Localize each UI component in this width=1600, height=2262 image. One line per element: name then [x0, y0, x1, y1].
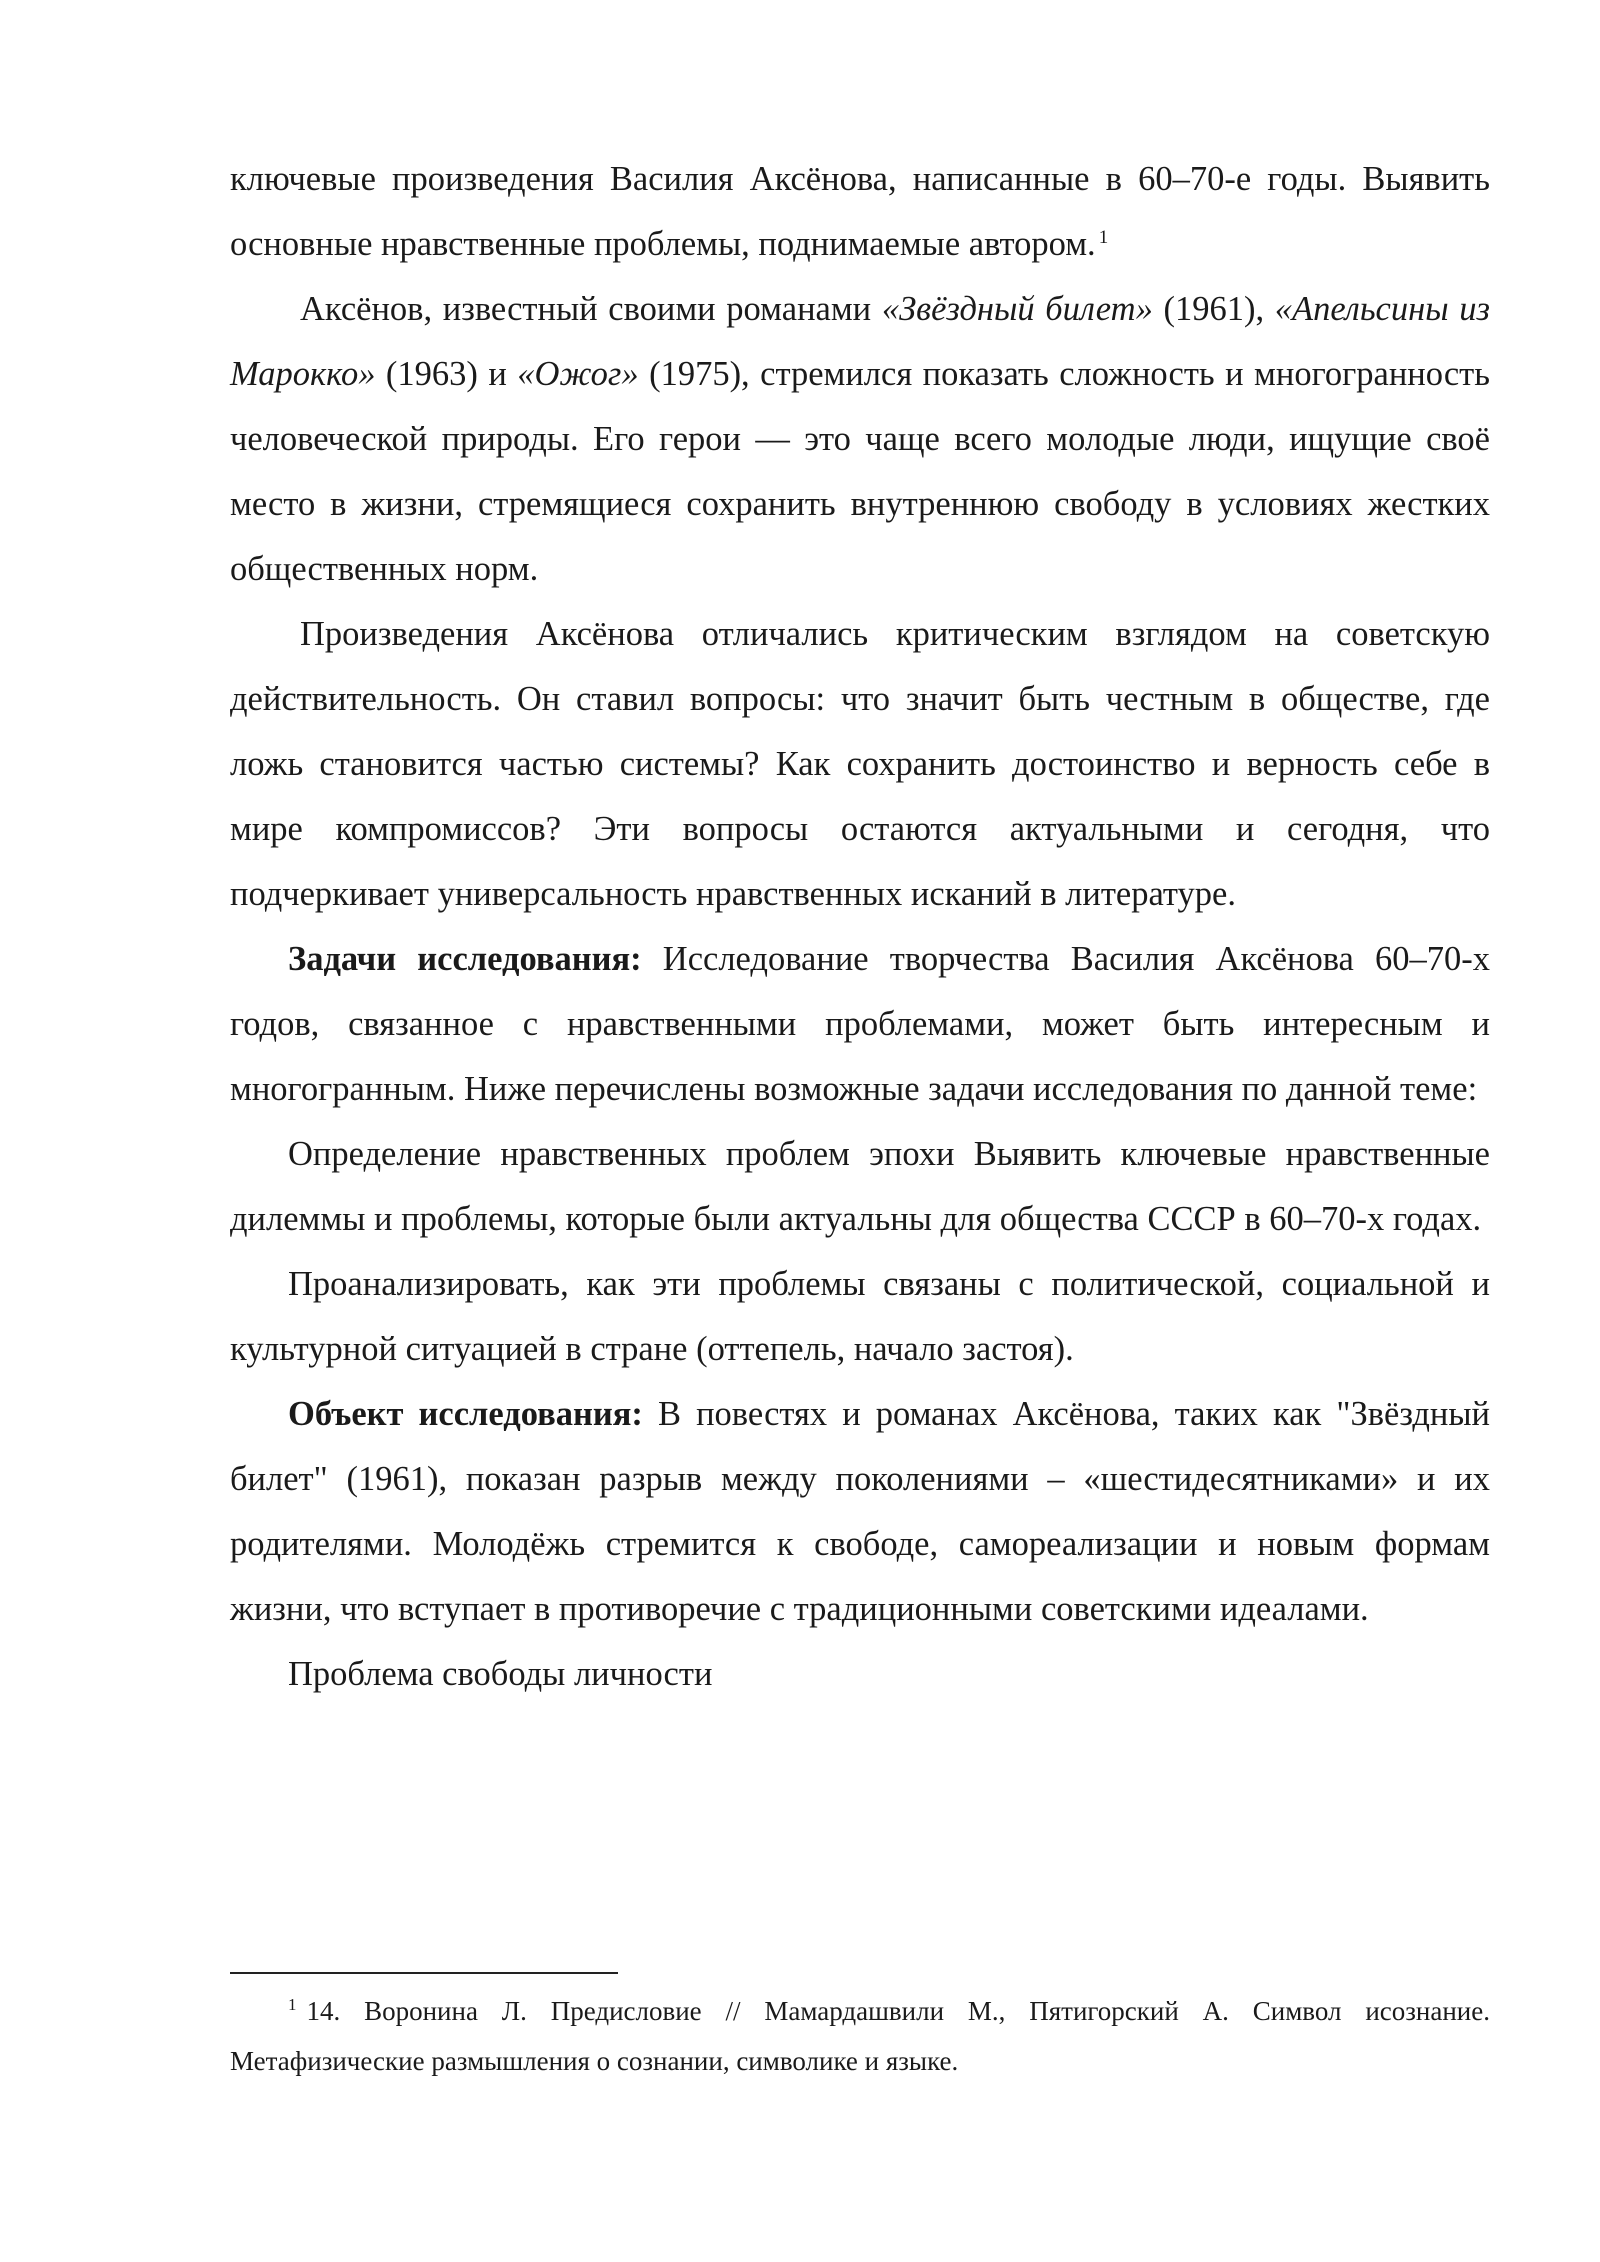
title-zvezdny-bilet: «Звёздный билет»: [881, 290, 1153, 328]
research-tasks-text: Исследование творчества Василия Аксёнова 60–70-х годов, связанное с нравственными проблемами, может быть интересным и многогранным. Ниже перечислены возможные задачи исследования по данной теме:: [230, 940, 1491, 1108]
paragraph-5: Определение нравственных проблем эпохи Выявить ключевые нравственные дилеммы и проблемы, которые были актуальны для общества СССР в 60–70-х годах.: [230, 1135, 1490, 1238]
paragraph-2: [230, 277, 1490, 602]
paragraph-1: [230, 147, 1490, 277]
paragraph-3: Произведения Аксёнова отличались критическим взглядом на советскую действительность. Он ставил вопросы: что значит быть честным в обществе, где ложь становится частью системы? Как сохранить достоинство и верность себе в мире компромиссов? Эти вопросы остаются актуальными и сегодня, что подчеркивает универсальность нравственных исканий в литературе.: [230, 615, 1490, 913]
footnote: [230, 1986, 1490, 2086]
title-ozhog: «Ожог»: [517, 355, 639, 393]
paragraph-4: [230, 927, 1490, 1122]
research-object-label: Объект исследования:: [288, 1395, 643, 1433]
paragraph-2-text-2: (1961),: [1152, 290, 1275, 328]
footnote-separator: [230, 1972, 618, 1974]
footnote-body: 14. Воронина Л. Предисловие // Мамардашвили М., Пятигорский А. Символ исознание. Метафизические размышления о сознании, символике и языке.: [230, 1996, 1490, 2076]
paragraph-2-text-1: Аксёнов, известный своими романами: [300, 290, 882, 328]
paragraph-1-text: ключевые произведения Василия Аксёнова, написанные в 60–70-е годы. Выявить основные нравственные проблемы, поднимаемые автором.: [230, 160, 1490, 263]
paragraph-7: [230, 1382, 1490, 1642]
research-object-text: В повестях и романах Аксёнова, таких как "Звёздный билет" (1961), показан разрыв между поколениями – «шестидесятниками» и их родителями. Молодёжь стремится к свободе, самореализации и новым формам жизни, что вступает в противоречие с традиционными советскими идеалами.: [230, 1395, 1490, 1628]
paragraph-6: Проанализировать, как эти проблемы связаны с политической, социальной и культурной ситуацией в стране (оттепель, начало застоя).: [230, 1265, 1490, 1368]
paragraph-2-text-4: (1975), стремился показать сложность и многогранность человеческой природы. Его герои — это чаще всего молодые люди, ищущие своё место в жизни, стремящиеся сохранить внутреннюю свободу в условиях жестких общественных норм.: [230, 355, 1490, 588]
paragraph-8: Проблема свободы личности: [288, 1655, 713, 1693]
footnote-mark: 1: [288, 1995, 297, 2014]
document-body: [230, 147, 1490, 1707]
title-apelsiny: «Апельсины из Марокко»: [230, 290, 1490, 393]
footnote-reference[interactable]: 1: [1098, 226, 1109, 248]
footnote-text: [230, 1986, 1490, 2086]
research-tasks-label: Задачи исследования:: [288, 940, 642, 978]
paragraph-2-text-3: (1963) и: [375, 355, 518, 393]
